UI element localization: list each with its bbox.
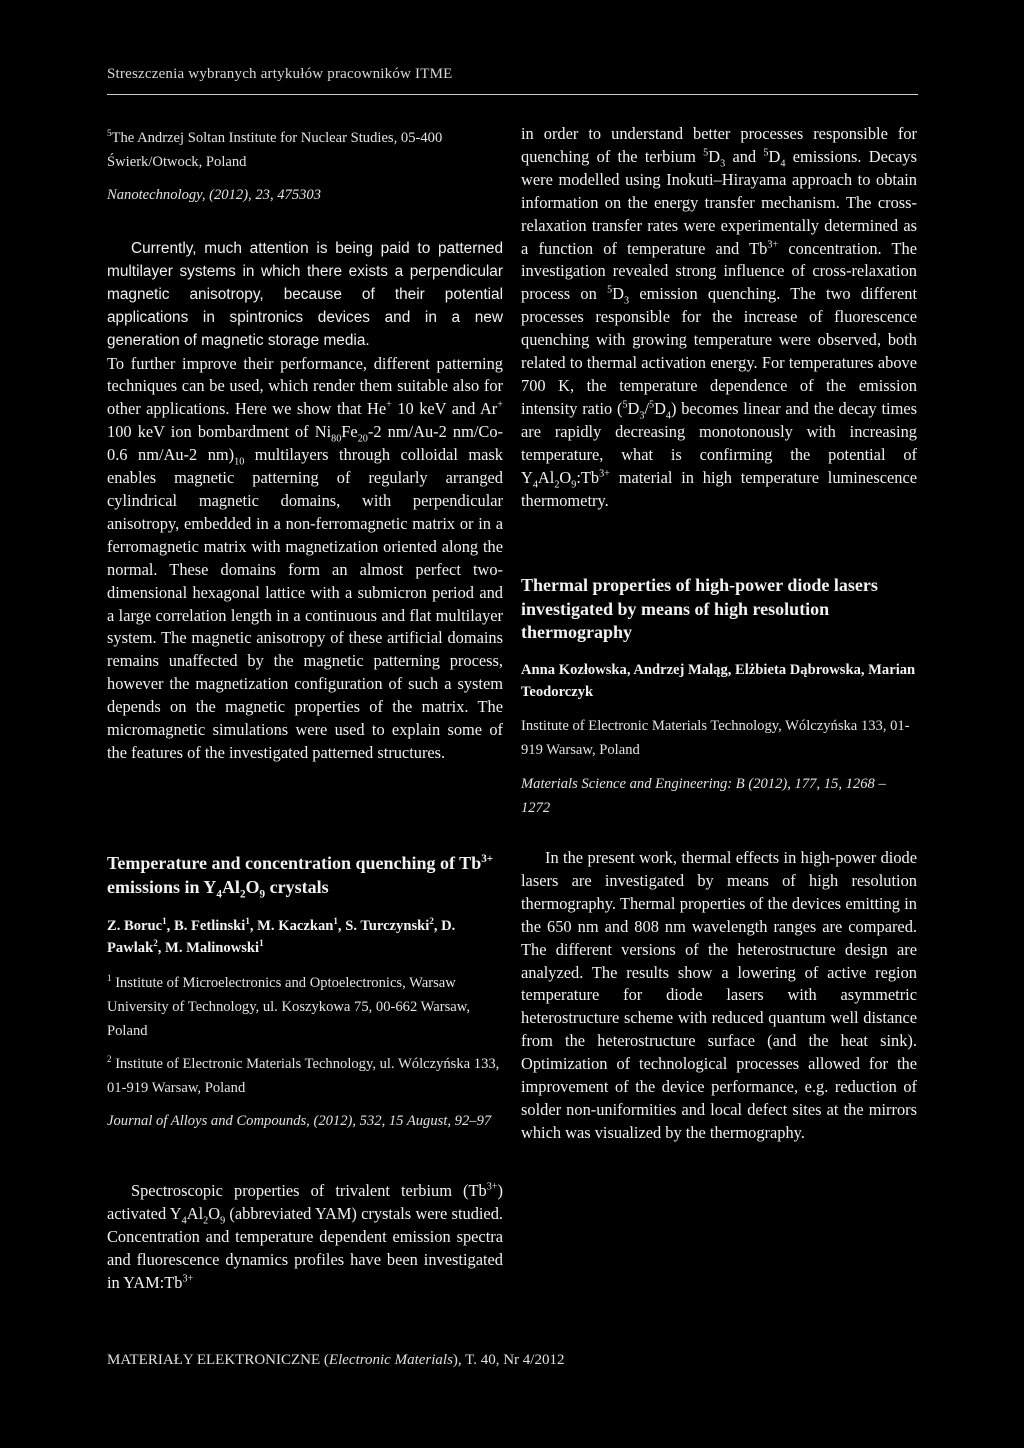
subscript: 3 (624, 295, 630, 307)
abstract-text: D (612, 284, 625, 304)
subscript: 4 (665, 410, 671, 422)
article2-authors (107, 915, 503, 960)
author-separator: , (166, 918, 174, 934)
subscript: 2 (239, 888, 246, 901)
title-text: Al (221, 876, 240, 897)
abstract-text: material in high temperature luminescence thermometry. (521, 467, 917, 510)
author-name: D. Pawlak (107, 918, 456, 957)
author-name: B. Fetlinski (173, 918, 246, 934)
abstract-text: Al (537, 467, 555, 487)
article2-header-block (107, 852, 503, 1133)
author (107, 918, 174, 934)
abstract-text: D (708, 146, 721, 166)
author-affil-marker: 2 (429, 916, 434, 927)
superscript: 5 (649, 399, 655, 411)
subscript: 10 (234, 456, 245, 468)
author-separator: , (249, 918, 258, 934)
superscript: 3+ (486, 1181, 498, 1193)
author-affil-marker: 1 (162, 916, 167, 927)
article2-title (107, 852, 503, 899)
article3-title: Thermal properties of high-power diode lasers investigated by means of high resolution thermography (521, 575, 878, 642)
subscript: 4 (780, 158, 786, 170)
author-separator: , (157, 940, 166, 957)
author (174, 918, 257, 934)
affiliation-marker: 1 (107, 972, 112, 983)
author-affil-marker: 1 (333, 916, 338, 927)
subscript: 4 (216, 888, 222, 901)
superscript: 5 (763, 147, 769, 159)
author-affil-marker: 2 (153, 938, 158, 949)
subscript: 4 (181, 1215, 187, 1227)
subscript: 9 (259, 888, 266, 901)
superscript: 5 (622, 399, 628, 411)
superscript: + (386, 399, 392, 411)
subscript: 9 (220, 1215, 226, 1227)
abstract-text: ) becomes linear and the decay times are rapidly decreasing monotonously with increasing temperature, what is confirming the potential of Y (521, 398, 917, 487)
superscript: 3+ (182, 1273, 194, 1285)
author-name: M. Kaczkan (257, 918, 334, 934)
author-affil-marker: 1 (259, 938, 264, 949)
abstract-text: D (654, 398, 666, 418)
author-affil-marker: 1 (245, 916, 250, 927)
article2-abstract-left (107, 1180, 503, 1295)
superscript: 3+ (599, 468, 610, 480)
abstract-text: To further improve their performance, different patterning techniques can be used, which render them suitable also for other applications. Here we show that He (107, 353, 503, 419)
article2-abstract-part1 (107, 1180, 503, 1295)
title-text: emissions in Y (107, 876, 217, 897)
superscript: + (497, 399, 503, 411)
affiliation-marker: 2 (107, 1053, 112, 1064)
subscript: 3 (720, 158, 726, 170)
superscript: 3+ (481, 853, 494, 865)
affiliation-text: Institute of Microelectronics and Optoelectronics, Warsaw University of Technology, ul. Koszykowa 75, 00-662 Warsaw, Poland (107, 974, 470, 1039)
article1-abstract-part2 (107, 353, 503, 765)
abstract-text: multilayers through colloidal mask enables magnetic patterning of regularly arranged cylindrical magnetic domains, with perpendicular anisotropy, embedded in a non-ferromagnetic matrix or in a ferromagnetic matrix with magnetization oriented along the normal. These domains form an almost perfect two-dimensional hexagonal lattice with a submicron period and a large correlation length in a continuous and flat multilayer system. The magnetic anisotropy of these artificial domains remains unaffected by the magnetic patterning process, however the magnetization configuration of such a system depends on the magnetic properties of the matrix. The micromagnetic simulations were used to explain some of the features of the investigated patterned structures. (107, 445, 503, 762)
subscript: 80 (331, 433, 342, 445)
abstract-text: concentration. The investigation revealed strong influence of cross-relaxation process on (521, 238, 917, 304)
page-footer (107, 1352, 918, 1369)
affiliation-1 (107, 971, 503, 1043)
author-separator: , (337, 918, 346, 934)
article1-abstract-part1: Currently, much attention is being paid to patterned multilayer systems in which there exists a perpendicular magnetic anisotropy, because of their potential applications in spintronics devices and in a new generation of magnetic storage media. (107, 240, 503, 349)
abstract-text: in order to understand better processes responsible for quenching of the terbium (521, 124, 917, 166)
author (165, 940, 264, 956)
abstract-text: (abbreviated YAM) crystals were studied. Concentration and temperature dependent emission spectra and fluorescence dynamics profiles have been investigated in YAM:Tb (107, 1203, 504, 1292)
article3-journal: Materials Science and Engineering: B (2012), 177, 15, 1268 – 1272 (521, 776, 886, 817)
superscript: 5 (607, 284, 613, 296)
article3-affiliation: Institute of Electronic Materials Technology, Wólczyńska 133, 01-919 Warsaw, Poland (521, 718, 910, 759)
article3-abstract-block (521, 847, 917, 1145)
abstract-text: emissions. Decays were modelled using Inokuti–Hirayama approach to obtain information on the energy transfer mechanism. The cross-relaxation transfer rates were experimentally determined as a function of temperature and Tb (521, 146, 917, 258)
author (257, 918, 345, 934)
article3-abstract: In the present work, thermal effects in high-power diode lasers are investigated by means of high resolution thermography. Thermal properties of the devices emitting in the 650 nm and 808 nm wavelength ranges are compared. The different versions of the heterostructure design are analyzed. The results show a lowering of active region temperature for diode lasers with asymmetric heterostructure scheme with reduced quantum well distance from the heterostructure surface (and the heat sink). Optimization of technological processes allowed for the improvement of the device performance, e.g. reduction of solder non-uniformities and local defect sites at the mirrors which was visualized by the thermography. (521, 848, 917, 1142)
footer-italic: Electronic Materials (328, 1352, 453, 1368)
abstract-text: Al (186, 1203, 204, 1223)
author-name: S. Turczynski (345, 918, 430, 934)
author (345, 918, 441, 934)
abstract-text: ) activated Y (107, 1181, 503, 1223)
article2-journal: Journal of Alloys and Compounds, (2012), 532, 15 August, 92–97 (107, 1112, 492, 1129)
affiliation-5 (107, 126, 503, 174)
affiliation-2 (107, 1052, 503, 1100)
abstract-text: 10 keV and Ar (391, 399, 498, 419)
abstract-text: / (644, 398, 649, 418)
abstract-text: O (208, 1203, 221, 1223)
subscript: 2 (203, 1215, 209, 1227)
article1-journal: Nanotechnology, (2012), 23, 475303 (107, 187, 322, 203)
superscript: 3+ (767, 239, 779, 251)
footer-text: ), T. 40, Nr 4/2012 (452, 1352, 565, 1368)
subscript: 4 (532, 478, 538, 490)
author-name: M. Malinowski (165, 940, 260, 957)
subscript: 2 (554, 478, 560, 490)
subscript: 9 (571, 478, 577, 490)
header-rule (107, 94, 918, 95)
affiliation-text: Institute of Electronic Materials Technology, ul. Wólczyńska 133, 01-919 Warsaw, Poland (107, 1055, 500, 1096)
abstract-text: 100 keV ion bombardment of Ni (107, 422, 332, 442)
author-name: Z. Boruc (107, 918, 163, 934)
subscript: 3 (639, 410, 645, 422)
author-separator: , (433, 918, 442, 934)
footer-text: MATERIAŁY ELEKTRONICZNE ( (107, 1352, 329, 1368)
affiliation-5-marker: 5 (107, 128, 112, 139)
running-header: Streszczenia wybranych artykułów pracowników ITME (107, 66, 453, 82)
article3-authors: Anna Kozłowska, Andrzej Maląg, Elżbieta Dąbrowska, Marian Teodorczyk (521, 661, 916, 700)
abstract-text: :Tb (576, 467, 600, 487)
article2-abstract-part2 (521, 123, 917, 512)
abstract-text: -2 nm/Au-2 nm/Co-0.6 nm/Au-2 nm) (107, 422, 503, 465)
article3-header-block (521, 574, 917, 820)
affiliation-5-text: The Andrzej Soltan Institute for Nuclear Studies, 05-400 Świerk/Otwock, Poland (107, 130, 443, 170)
left-column (107, 126, 503, 765)
title-text: Temperature and concentration quenching of Tb (107, 853, 482, 873)
title-text: O (245, 876, 260, 897)
superscript: 5 (703, 147, 709, 159)
abstract-text: Fe (341, 422, 358, 442)
title-text: crystals (265, 876, 329, 897)
abstract-text: Spectroscopic properties of trivalent terbium (Tb (131, 1181, 487, 1200)
abstract-text: and (725, 146, 764, 166)
subscript: 20 (357, 433, 368, 445)
abstract-text: D (627, 398, 640, 418)
right-column (521, 123, 917, 512)
abstract-text: O (559, 467, 572, 487)
abstract-text: emission quenching. The two different processes responsible for the increase of fluorescence quenching with growing temperature were observed, both related to thermal activation energy. For temperatures above 700 K, the temperature dependence of the emission intensity ratio ( (521, 284, 917, 418)
abstract-text: D (768, 146, 781, 166)
